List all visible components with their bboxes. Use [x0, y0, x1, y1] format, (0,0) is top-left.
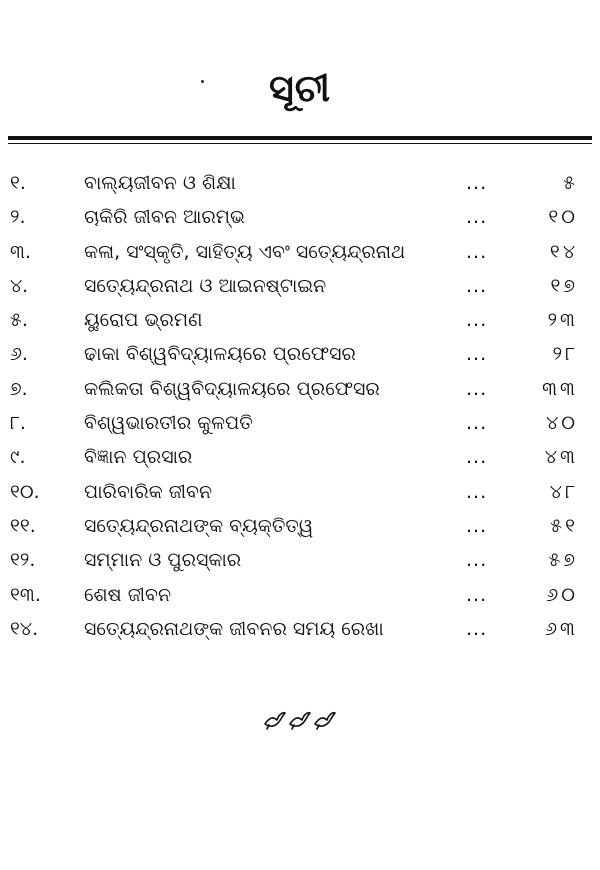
toc-entry-number: ୧୧. — [10, 514, 36, 537]
toc-entry[interactable] — [0, 269, 600, 303]
header-rule-thin — [8, 143, 592, 144]
toc-entry-number: ୮. — [10, 412, 26, 435]
toc-entry-title: ପାରିବାରିକ ଜୀବନ — [84, 480, 213, 503]
toc-entry-number: ୧୩. — [10, 583, 41, 606]
toc-entry-number: ୬. — [10, 343, 28, 366]
toc-entry-page: ୧୦ — [548, 206, 578, 229]
toc-entry-page: ୫୭ — [548, 549, 578, 572]
toc-entry[interactable] — [0, 337, 600, 371]
toc-entry-leader: ... — [466, 377, 488, 400]
toc-entry-leader: ... — [466, 206, 488, 229]
bird-ornament-icon — [261, 708, 339, 730]
toc-entry-title: ସତ୍ୟେନ୍ଦ୍ରନାଥଙ୍କ ଜୀବନର ସମୟ ରେଖା — [84, 617, 384, 640]
toc-entry-number: ୧୪. — [10, 617, 39, 640]
toc-entry-title: ଢାକା ବିଶ୍ୱବିଦ୍ୟାଳୟରେ ପ୍ରଫେସର — [84, 343, 356, 366]
toc-entry-page: ୬୩ — [545, 617, 578, 640]
toc-entry[interactable] — [0, 372, 600, 406]
toc-entry-page: ୫୧ — [550, 514, 578, 537]
toc-entry-page: ୫ — [563, 172, 578, 194]
toc-entry[interactable] — [0, 200, 600, 234]
toc-entry-leader: ... — [466, 446, 488, 469]
toc-entry[interactable] — [0, 166, 600, 200]
toc-entry-title: ବାଲ୍ୟଜୀବନ ଓ ଶିକ୍ଷା — [84, 172, 236, 194]
toc-entry-number: ୧. — [10, 172, 26, 194]
toc-entry-leader: ... — [466, 583, 488, 606]
toc-entry-number: ୩. — [10, 240, 31, 263]
toc-entry-title: ୟୁରୋପ ଭ୍ରମଣ — [84, 309, 203, 332]
toc-entry[interactable] — [0, 475, 600, 509]
toc-entry-title: ଶେଷ ଜୀବନ — [84, 583, 172, 606]
toc-entry-leader: ... — [466, 240, 488, 263]
toc-entry-number: ୯. — [10, 446, 26, 469]
toc-entry[interactable] — [0, 303, 600, 337]
toc-entry-number: ୧୦. — [10, 480, 40, 503]
toc-entry-leader: ... — [466, 617, 488, 640]
toc-entry-page: ୧୭ — [550, 274, 578, 297]
page-title: ସୂଚୀ — [268, 66, 332, 110]
toc-entry-title: ସତ୍ୟେନ୍ଦ୍ରନାଥଙ୍କ ବ୍ୟକ୍ତିତ୍ୱ — [84, 514, 314, 537]
toc-entry-leader: ... — [466, 514, 488, 537]
toc-entry-page: ୩୩ — [542, 377, 578, 400]
toc-entry-leader: ... — [466, 343, 488, 366]
toc-entry-leader: ... — [466, 309, 488, 332]
toc-entry-title: ବିଜ୍ଞାନ ପ୍ରସାର — [84, 446, 193, 469]
toc-entry-page: ୪୩ — [544, 446, 578, 469]
toc-entry-leader: ... — [466, 549, 488, 572]
table-of-contents — [0, 166, 600, 646]
toc-entry-page: ୨୮ — [552, 343, 578, 366]
toc-entry-number: ୧୨. — [10, 549, 36, 572]
toc-entry-leader: ... — [466, 480, 488, 503]
end-ornament — [0, 708, 600, 734]
toc-entry-title: ଚାକିରି ଜୀବନ ଆରମ୍ଭ — [84, 206, 245, 229]
toc-entry-title: କଳା, ସଂସ୍କୃତି, ସାହିତ୍ୟ ଏବଂ ସତ୍ୟେନ୍ଦ୍ରନାଥ — [84, 240, 406, 263]
toc-entry-number: ୪. — [10, 274, 29, 297]
toc-entry-number: ୨. — [10, 206, 26, 229]
toc-entry-page: ୬୦ — [546, 583, 578, 606]
toc-entry[interactable] — [0, 578, 600, 612]
toc-entry-leader: ... — [466, 172, 488, 194]
toc-entry-title: ସତ୍ୟେନ୍ଦ୍ରନାଥ ଓ ଆଇନଷ୍ଟାଇନ — [84, 274, 327, 297]
toc-entry[interactable] — [0, 612, 600, 646]
toc-entry[interactable] — [0, 235, 600, 269]
toc-entry-title: ବିଶ୍ୱଭାରତୀର କୁଳପତି — [84, 412, 253, 435]
header-rule-thick — [8, 136, 592, 140]
toc-entry-number: ୫. — [10, 309, 28, 332]
toc-entry-page: ୪୦ — [546, 412, 578, 435]
toc-entry-page: ୨୩ — [547, 309, 578, 332]
toc-entry-leader: ... — [466, 412, 488, 435]
toc-entry[interactable] — [0, 440, 600, 474]
toc-entry[interactable] — [0, 406, 600, 440]
stray-ink-dot — [201, 80, 204, 83]
toc-entry-title: ସମ୍ମାନ ଓ ପୁରସ୍କାର — [84, 549, 242, 572]
toc-entry-number: ୭. — [10, 377, 28, 400]
toc-entry[interactable] — [0, 543, 600, 577]
toc-entry-leader: ... — [466, 274, 488, 297]
toc-entry[interactable] — [0, 509, 600, 543]
toc-entry-title: କଲିକତା ବିଶ୍ୱବିଦ୍ୟାଳୟରେ ପ୍ରଫେସର — [84, 377, 380, 400]
toc-entry-page: ୧୪ — [549, 240, 578, 263]
toc-entry-page: ୪୮ — [549, 480, 578, 503]
